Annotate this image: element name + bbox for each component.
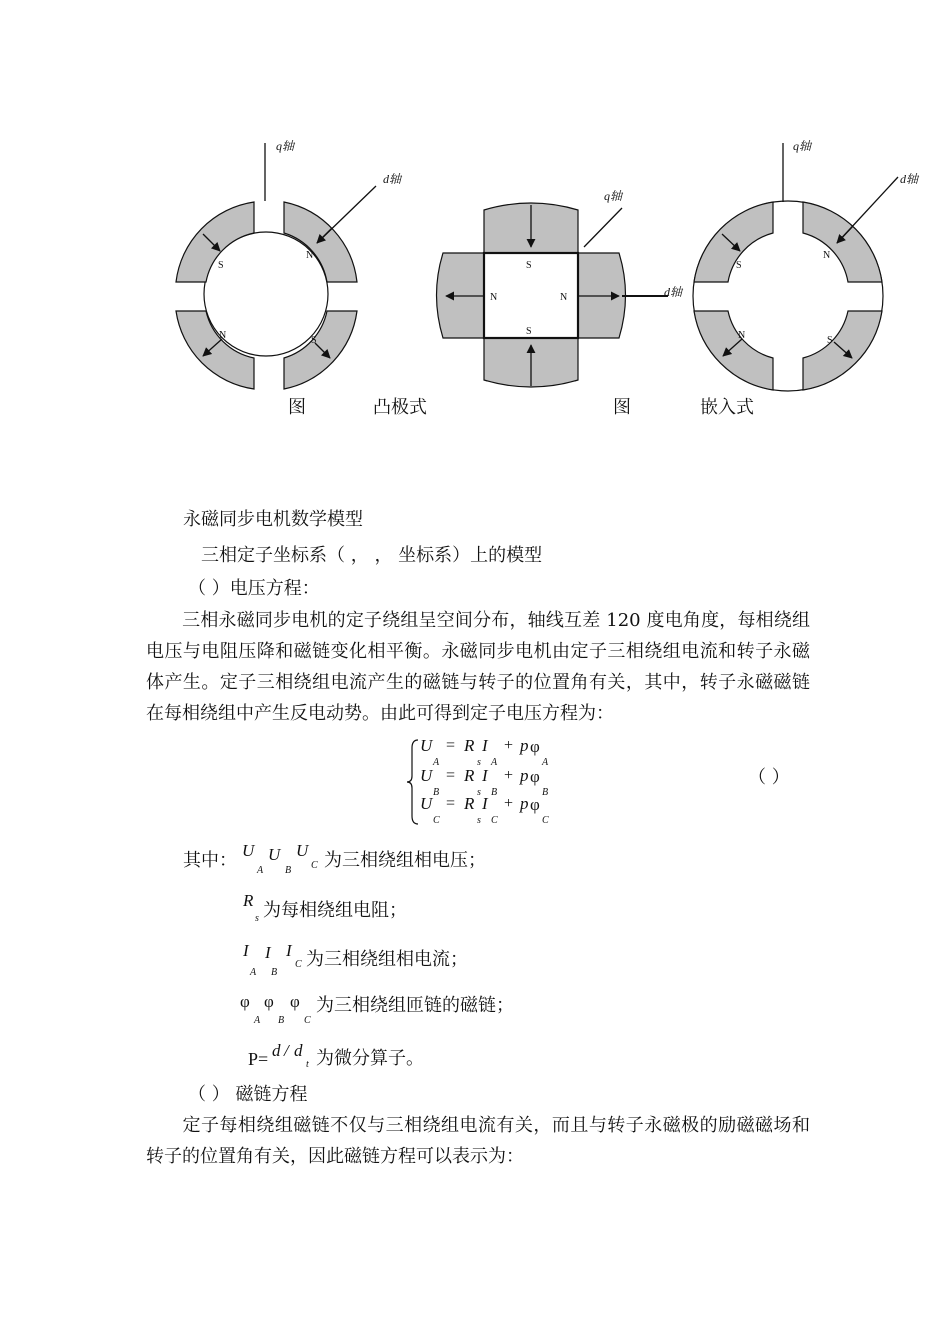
equation-term: s xyxy=(477,815,481,826)
equation-term: p xyxy=(520,794,529,813)
equation-term: + xyxy=(504,767,514,784)
equation-term: A xyxy=(542,757,549,768)
pole-label: N xyxy=(738,330,746,341)
voltage-equation xyxy=(406,736,576,828)
flux-heading: （ ） 磁链方程 xyxy=(188,1084,308,1105)
equation-term: A xyxy=(491,757,498,768)
equation-term: = xyxy=(446,795,456,812)
equation-term: + xyxy=(504,737,514,754)
d-axis-label: d轴 xyxy=(664,285,683,299)
equation-term: A xyxy=(433,757,440,768)
equation-term: φ xyxy=(530,795,540,814)
pole-label: S xyxy=(526,326,532,337)
q-axis-label: q轴 xyxy=(793,139,812,153)
inset-pm-diagram xyxy=(693,201,883,391)
equation-term: = xyxy=(446,767,456,784)
figure-caption-left-title: 凸极式 xyxy=(373,397,427,418)
pole-label: S xyxy=(827,335,833,346)
equation-term: B xyxy=(433,787,440,798)
voltage-heading: （ ）电压方程： xyxy=(188,578,320,599)
flux-paragraph: 定子每相绕组磁链不仅与三相绕组电流有关，而且与转子永磁极的励磁磁场和转子的位置角有关，因此磁链方程可以表示为： xyxy=(146,1115,810,1167)
section-title: 永磁同步电机数学模型 xyxy=(183,509,363,530)
subsection-title: 三相定子坐标系（ ， ， 坐标系）上的模型 xyxy=(201,545,543,566)
voltage-paragraph: 三相永磁同步电机的定子绕组呈空间分布，轴线互差 120 度电角度，每相绕组电压与电阻压降和磁链变化相平衡。永磁同步电机由定子三相绕组电流和转子永磁体产生。定子三相绕组电流产生的磁链与转子的位置角有关，其中，转子永磁磁链在每相绕组中产生反电动势。由此可得到定子电压方程为： xyxy=(146,610,810,724)
equation-term: I xyxy=(482,794,488,813)
equation-term: U xyxy=(420,766,433,785)
equation-term: s xyxy=(477,757,481,768)
pole-label: S xyxy=(526,260,532,271)
equation-term: R xyxy=(464,794,475,813)
equation-term: C xyxy=(491,815,498,826)
figure-caption-right-prefix: 图 xyxy=(613,397,631,418)
equation-term: C xyxy=(542,815,549,826)
equation-term: B xyxy=(542,787,549,798)
pole-label: N xyxy=(490,292,498,303)
equation-number: （ ） xyxy=(748,767,790,788)
equation-term: R xyxy=(464,766,475,785)
equation-term: = xyxy=(446,737,456,754)
motor-structure-figure xyxy=(0,0,950,430)
q-axis-label: q轴 xyxy=(604,189,623,203)
definitions-lead: 其中： xyxy=(183,850,237,871)
equation-term: C xyxy=(433,815,440,826)
equation-term: φ xyxy=(530,767,540,786)
d-axis-label: d轴 xyxy=(900,172,919,186)
equation-term: U xyxy=(420,736,433,755)
q-axis-label: q轴 xyxy=(276,139,295,153)
equation-brace xyxy=(406,738,420,826)
pole-label: N xyxy=(219,330,227,341)
pole-label: N xyxy=(823,250,831,261)
equation-term: U xyxy=(420,794,433,813)
d-axis-label: d轴 xyxy=(383,172,402,186)
equation-term: φ xyxy=(530,737,540,756)
figure-caption-right-title: 嵌入式 xyxy=(700,397,754,418)
equation-term: B xyxy=(491,787,498,798)
equation-term: I xyxy=(482,736,488,755)
pole-label: S xyxy=(736,260,742,271)
equation-term: + xyxy=(504,795,514,812)
pole-label: N xyxy=(306,250,314,261)
figure-caption-left-prefix: 图 xyxy=(288,397,306,418)
pole-label: S xyxy=(311,335,317,346)
equation-term: I xyxy=(482,766,488,785)
equation-term: p xyxy=(520,766,529,785)
equation-term: R xyxy=(464,736,475,755)
pole-label: N xyxy=(560,292,568,303)
pole-label: S xyxy=(218,260,224,271)
equation-term: s xyxy=(477,787,481,798)
equation-term: p xyxy=(520,736,529,755)
